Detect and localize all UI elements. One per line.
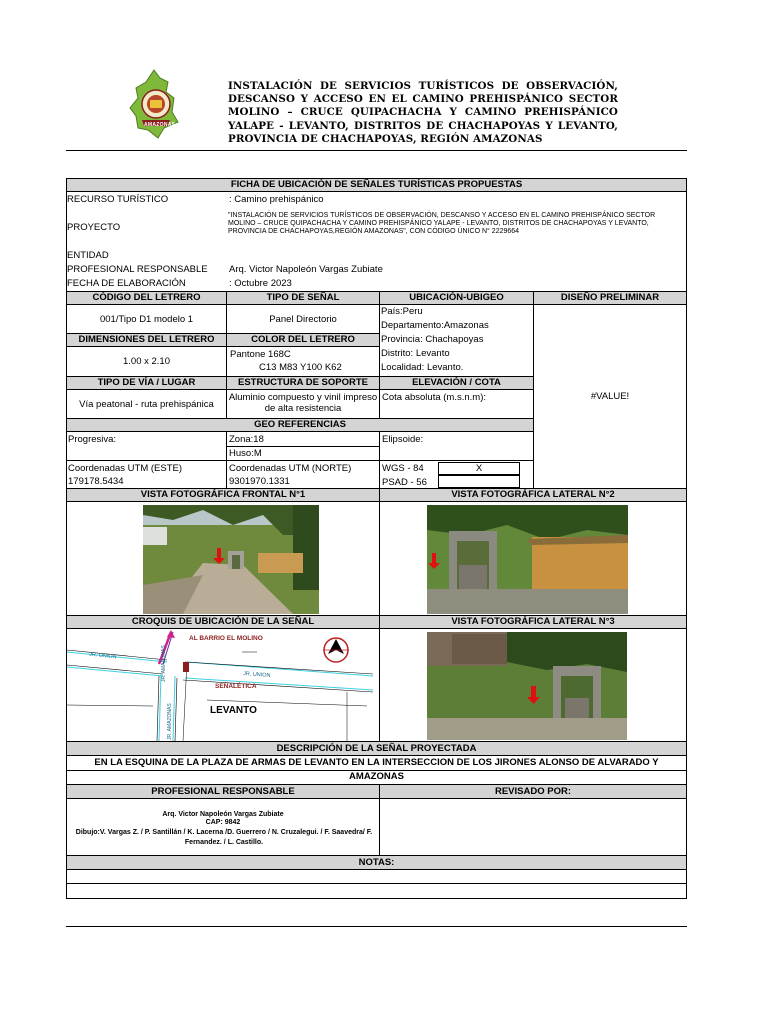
elevacion-value: Cota absoluta (m.s.n.m): (379, 389, 534, 419)
localidad: Localidad: Levanto. (381, 362, 464, 373)
foto-frontal-header: VISTA FOTOGRÁFICA FRONTAL N°1 (66, 488, 380, 502)
proyecto-value: "INSTALACIÓN DE SERVICIOS TURÍSTICOS DE OBSERVACIÓN, DESCANSO Y ACCESO EN EL CAMINO PREHISPÁNICO SECTOR MOLINO – CRUCE QUIPACHACHA Y CAMINO PREHISPÁNICO YALAPE - LEVANTO, DISTRITOS DE CHACHAPOYAS Y LEVANTO, PROVINCIA DE CHACHAPOYAS,REGIÓN AMAZONAS", CON CÓDIGO ÚNICO N° 2229664 (228, 212, 656, 236)
psad-label: PSAD - 56 (382, 477, 427, 488)
notas-row-2 (66, 883, 687, 899)
header-divider (66, 150, 687, 151)
utm-norte-value: 9301970.1331 (229, 476, 290, 487)
logo-caption: AMAZONAS (144, 122, 176, 128)
fecha-value: : Octubre 2023 (229, 278, 292, 289)
descripcion-header: DESCRIPCIÓN DE LA SEÑAL PROYECTADA (66, 741, 687, 756)
recurso-label: RECURSO TURÍSTICO (67, 194, 169, 205)
photo-lateral-2 (427, 505, 628, 614)
elipsoide-cell: Elipsoide: (379, 431, 534, 461)
footer-divider (66, 926, 687, 927)
prof-name: Arq. Victor Napoleón Vargas Zubiate (162, 811, 284, 818)
revisado-block (379, 798, 687, 856)
photo-frontal (143, 505, 319, 614)
codigo-header: CÓDIGO DEL LETRERO (66, 291, 227, 305)
departamento: Departamento:Amazonas (381, 320, 489, 331)
estructura-header: ESTRUCTURA DE SOPORTE (226, 376, 380, 390)
map-label-levanto: LEVANTO (210, 705, 257, 716)
utm-este-cell (66, 460, 227, 489)
dimensiones-value: 1.00 x 2.10 (66, 346, 227, 377)
foto-lateral2-header: VISTA FOTOGRÁFICA LATERAL N°2 (379, 488, 687, 502)
notas-row-1 (66, 869, 687, 884)
dimensiones-header: DIMENSIONES DEL LETRERO (66, 333, 227, 347)
wgs-label: WGS - 84 (382, 463, 424, 474)
prof-dibujo: Dibujo:V. Vargas Z. / P. Santillán / K. Lacerna /D. Guerrero / N. Cruzalegui. / F. Saavedra/ F. Fernandez. / L. Castillo. (75, 829, 373, 846)
utm-este-label: Coordenadas UTM (ESTE) (68, 463, 183, 474)
pais: País:Peru (381, 306, 423, 317)
codigo-value: 001/Tipo D1 modelo 1 (66, 304, 227, 334)
map-label-barrio: AL BARRIO EL MOLINO (189, 635, 263, 642)
entidad-label: ENTIDAD (67, 250, 109, 261)
spacer-row (66, 770, 687, 785)
profesional-value: Arq. Victor Napoleón Vargas Zubiate (229, 264, 383, 275)
tipo-senal-header: TIPO DE SEÑAL (226, 291, 380, 305)
fecha-label: FECHA DE ELABORACIÓN (67, 278, 186, 289)
geo-header: GEO REFERENCIAS (66, 418, 534, 432)
prof-cap: CAP: 9842 (205, 819, 241, 826)
form-title: FICHA DE UBICACIÓN DE SEÑALES TURÍSTICAS PROPUESTAS (66, 178, 687, 192)
via-value: Vía peatonal - ruta prehispánica (66, 389, 227, 419)
psad-mark-box (438, 475, 520, 488)
map-label-amazonas-2: JR. AMAZONAS (167, 703, 173, 740)
recurso-value: : Camino prehispánico (229, 194, 324, 205)
revisado-header: REVISADO POR: (379, 784, 687, 799)
color-value (226, 346, 380, 377)
project-title: INSTALACIÓN DE SERVICIOS TURÍSTICOS DE OBSERVACIÓN, DESCANSO Y ACCESO EN EL CAMINO PREHISPÁNICO SECTOR MOLINO – CRUCE QUIPACHACHA Y CAMINO PREHISPÁNICO YALAPE - LEVANTO, DISTRITOS DE CHACHAPOYAS Y LEVANTO, PROVINCIA DE CHACHAPOYAS, REGIÓN AMAZONAS (228, 80, 618, 145)
color-cmyk: C13 M83 Y100 K62 (259, 362, 342, 373)
estructura-value: Aluminio compuesto y vinil impreso de alta resistencia (226, 389, 380, 419)
map-label-union-1: JR. UNION (88, 651, 117, 661)
huso-cell: Huso:M (226, 446, 380, 461)
photo-lateral-3 (427, 632, 627, 740)
map-label-amazonas-1: JR. AMAZONAS (161, 645, 167, 682)
regional-logo (128, 68, 184, 140)
progresiva-cell: Progresiva: (66, 431, 227, 461)
foto-lateral3-header: VISTA FOTOGRÁFICA LATERAL N°3 (379, 615, 687, 629)
proyecto-label: PROYECTO (67, 222, 121, 233)
wgs-mark-box: X (438, 462, 520, 475)
info-block (66, 191, 687, 292)
location-sketch-map (67, 630, 379, 741)
zona-cell: Zona:18 (226, 431, 380, 447)
elevacion-header: ELEVACIÓN / COTA (379, 376, 534, 390)
diseno-header: DISEÑO PRELIMINAR (533, 291, 687, 305)
via-header: TIPO DE VÍA / LUGAR (66, 376, 227, 390)
prof-resp-header: PROFESIONAL RESPONSABLE (66, 784, 380, 799)
prof-resp-block (66, 798, 380, 856)
tipo-senal-value: Panel Directorio (226, 304, 380, 334)
color-header: COLOR DEL LETRERO (226, 333, 380, 347)
distrito: Distrito: Levanto (381, 348, 450, 359)
provincia: Provincia: Chachapoyas (381, 334, 484, 345)
map-label-senaletica: SEÑALÉTICA (215, 683, 257, 690)
utm-este-value: 179178.5434 (68, 476, 124, 487)
utm-norte-cell (226, 460, 380, 489)
croquis-header: CROQUIS DE UBICACIÓN DE LA SEÑAL (66, 615, 380, 629)
descripcion-value: EN LA ESQUINA DE LA PLAZA DE ARMAS DE LEVANTO EN LA INTERSECCION DE LOS JIRONES ALONSO DE ALVARADO Y AMAZONAS (66, 755, 687, 771)
utm-norte-label: Coordenadas UTM (NORTE) (229, 463, 352, 474)
notas-header: NOTAS: (66, 855, 687, 870)
ubicacion-header: UBICACIÓN-UBIGEO (379, 291, 534, 305)
map-label-union-2: JR. UNION (242, 671, 271, 679)
profesional-label: PROFESIONAL RESPONSABLE (67, 264, 208, 275)
diseno-value: #VALUE! (590, 391, 630, 402)
color-pantone: Pantone 168C (230, 349, 291, 360)
